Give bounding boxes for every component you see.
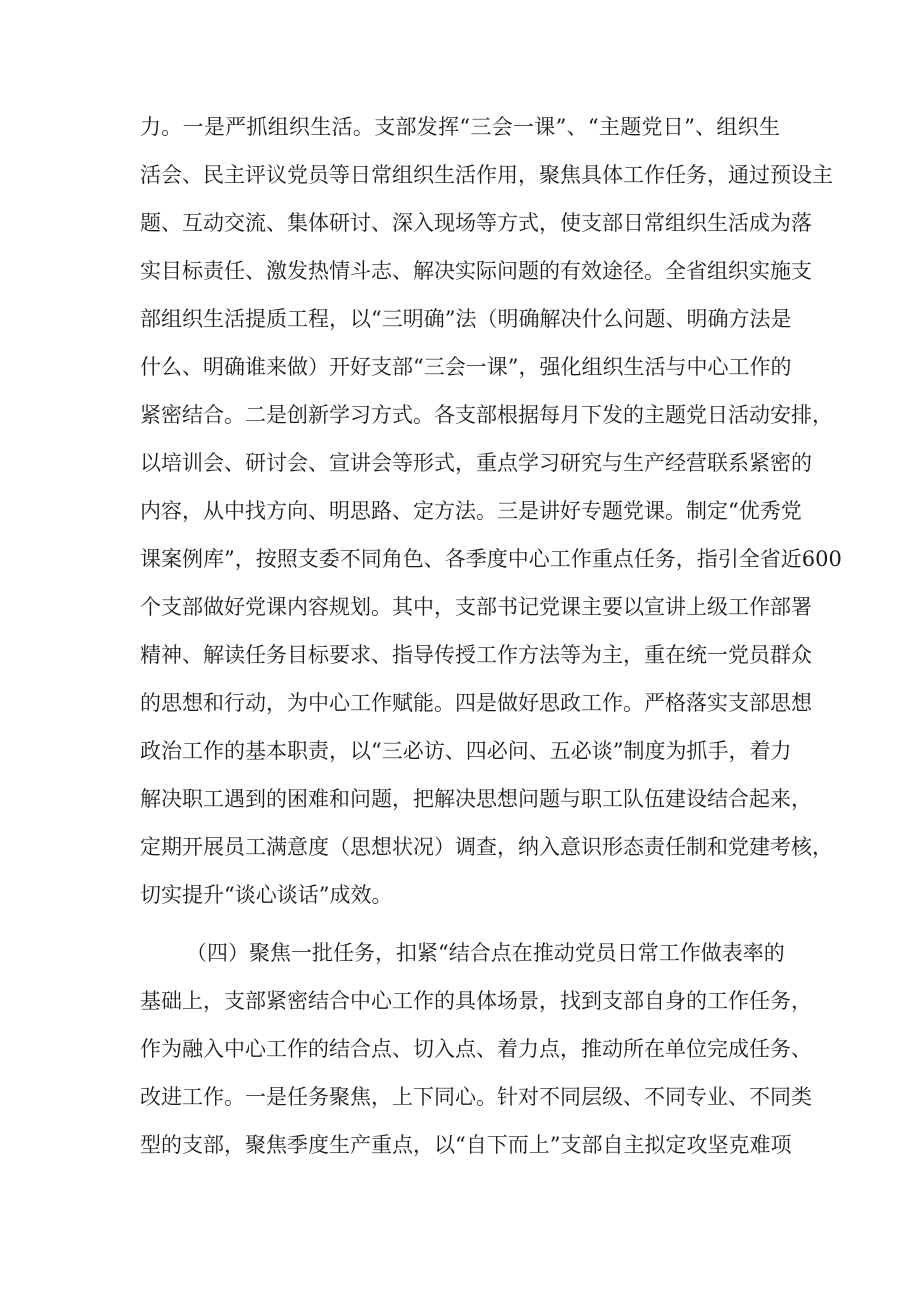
text-line: 实目标责任、激发热情斗志、解决实际问题的有效途径。全省组织实施支 (140, 259, 812, 283)
text-line: 切实提升“谈心谈话”成效。 (140, 883, 393, 907)
text-line: 部组织生活提质工程，以“三明确”法（明确解决什么问题、明确方法是 (140, 307, 792, 331)
text-line: 定期开展员工满意度（思想状况）调查，纳入意识形态责任制和党建考核， (140, 835, 833, 859)
text-line: 课案例库”，按照支委不同角色、各季度中心工作重点任务，指引全省近600 (140, 547, 842, 571)
text-line: 的思想和行动，为中心工作赋能。四是做好思政工作。严格落实支部思想 (140, 691, 812, 715)
text-line: 解决职工遇到的困难和问题，把解决思想问题与职工队伍建设结合起来， (140, 787, 812, 811)
text-line: 以培训会、研讨会、宣讲会等形式，重点学习研究与生产经营联系紧密的 (140, 451, 812, 475)
text-line: 力。一是严抓组织生活。支部发挥“三会一课”、“主题党日”、组织生 (140, 115, 780, 139)
text-line: 题、互动交流、集体研讨、深入现场等方式，使支部日常组织生活成为落 (140, 211, 812, 235)
text-line: 精神、解读任务目标要求、指导传授工作方法等为主，重在统一党员群众 (140, 643, 812, 667)
text-line: 内容，从中找方向、明思路、定方法。三是讲好专题党课。制定“优秀党 (140, 499, 802, 523)
text-line: 个支部做好党课内容规划。其中，支部书记党课主要以宣讲上级工作部署 (140, 595, 812, 619)
text-line: 紧密结合。二是创新学习方式。各支部根据每月下发的主题党日活动安排， (140, 403, 833, 427)
text-line: 政治工作的基本职责，以“三必访、四必问、五必谈”制度为抓手，着力 (140, 739, 792, 763)
text-line: 活会、民主评议党员等日常组织生活作用，聚焦具体工作任务，通过预设主 (140, 163, 833, 187)
text-line: 作为融入中心工作的结合点、切入点、着力点，推动所在单位完成任务、 (140, 1037, 812, 1061)
text-line: 型的支部，聚焦季度生产重点，以“自下而上”支部自主拟定攻坚克难项 (140, 1133, 792, 1157)
text-line: 什么、明确谁来做）开好支部“三会一课”，强化组织生活与中心工作的 (140, 355, 792, 379)
text-line: 改进工作。一是任务聚焦，上下同心。针对不同层级、不同专业、不同类 (140, 1085, 812, 1109)
text-line: 基础上，支部紧密结合中心工作的具体场景，找到支部自身的工作任务， (140, 989, 812, 1013)
text-line: （四）聚焦一批任务，扣紧“结合点在推动党员日常工作做表率的 (186, 941, 785, 965)
